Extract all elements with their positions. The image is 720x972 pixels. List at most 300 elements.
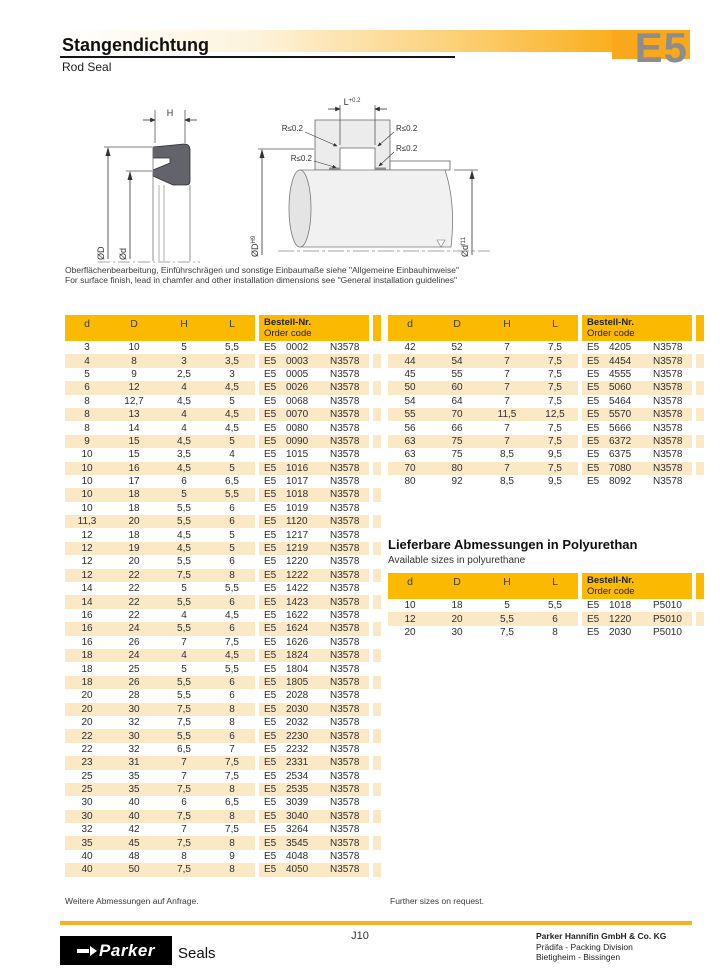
table-row — [388, 354, 704, 367]
dim-cell: 5 — [504, 600, 510, 612]
dim-cell: 5,5 — [177, 730, 191, 742]
order-code-cell: N3578 — [330, 409, 360, 421]
order-code-cell: N3578 — [653, 395, 683, 407]
order-code-cell: 4205 — [609, 342, 632, 354]
order-code-cell: N3578 — [330, 650, 360, 662]
dim-cell: 8 — [84, 409, 90, 421]
order-code-cell: E5 — [264, 797, 277, 809]
table-edge-strip — [696, 315, 704, 341]
table-row — [388, 475, 704, 488]
dim-cell: 54 — [451, 355, 463, 367]
order-code-cell: E5 — [587, 462, 600, 474]
table-row — [65, 582, 381, 595]
dim-cell: 5,5 — [177, 690, 191, 702]
order-code-cell: E5 — [264, 529, 277, 541]
dim-cell: 42 — [128, 824, 140, 836]
dim-cell: 8 — [229, 810, 235, 822]
dim-cell: 12,7 — [124, 395, 144, 407]
table-edge-strip — [373, 823, 381, 836]
dim-cell: 6 — [229, 623, 235, 635]
dim-cell: 30 — [81, 797, 93, 809]
dim-cell: 18 — [81, 663, 93, 675]
dim-cell: 5 — [229, 462, 235, 474]
dim-cell: 10 — [81, 476, 93, 488]
dim-cell: 8,5 — [500, 476, 514, 488]
dim-cell: 7,5 — [548, 382, 562, 394]
order-code-cell: 3040 — [286, 810, 309, 822]
dim-cell: 22 — [128, 610, 140, 621]
order-code-cell: 0070 — [286, 409, 309, 421]
order-code-cell: E5 — [264, 851, 277, 863]
dim-cell: 5 — [229, 435, 235, 447]
dim-cell: 4,5 — [177, 435, 191, 447]
dim-cell: 45 — [128, 837, 140, 849]
table-header — [388, 315, 704, 341]
dim-cell: 92 — [451, 476, 463, 488]
table-row — [65, 770, 381, 783]
dim-cell: 14 — [81, 596, 93, 608]
order-code-cell: E5 — [587, 613, 600, 625]
order-code-cell: N3578 — [330, 851, 360, 863]
radius-label-1: R≤0.2 — [281, 124, 303, 133]
dim-cell: 16 — [81, 610, 93, 621]
dim-cell: 6 — [229, 730, 235, 742]
table-edge-strip — [696, 408, 704, 421]
dim-cell: 7,5 — [177, 784, 191, 796]
col-header-bestell: Bestell-Nr. — [264, 317, 311, 328]
dim-cell: 5 — [84, 368, 90, 380]
dim-cell: 6 — [181, 476, 187, 488]
order-code-cell: 4454 — [609, 355, 632, 367]
poly-section-subtitle: Available sizes in polyurethane — [388, 555, 526, 566]
order-code-cell: E5 — [264, 610, 277, 621]
order-code-cell: E5 — [264, 583, 277, 595]
dim-cell: 4,5 — [225, 650, 239, 662]
order-code-cell: E5 — [587, 476, 600, 488]
table-edge-strip — [373, 810, 381, 823]
order-code-cell: N3578 — [330, 489, 360, 501]
dim-cell: 7 — [504, 355, 510, 367]
order-code-cell: 1019 — [286, 502, 309, 514]
dim-cell: 2,5 — [177, 368, 191, 380]
order-code-cell: N3578 — [330, 395, 360, 407]
order-code-cell: E5 — [264, 516, 277, 528]
dim-cell: 22 — [128, 569, 140, 581]
dim-cell: 18 — [128, 489, 140, 501]
dim-cell: 18 — [128, 529, 140, 541]
installation-diagram — [250, 97, 490, 257]
table-edge-strip — [696, 421, 704, 434]
table-edge-strip — [696, 462, 704, 475]
series-code: E5 — [634, 24, 688, 71]
order-code-cell: N3578 — [330, 717, 360, 729]
svg-text:ØDH9 — [250, 235, 260, 257]
table-row — [65, 823, 381, 836]
order-code-cell: E5 — [264, 596, 277, 608]
svg-text:L+0.2 — [344, 97, 362, 107]
table-header-dims — [388, 573, 578, 599]
table-edge-strip — [696, 368, 704, 381]
order-code-cell: E5 — [587, 368, 600, 380]
order-code-cell: N3578 — [330, 422, 360, 434]
order-code-cell: N3578 — [330, 770, 360, 782]
table-edge-strip — [373, 836, 381, 849]
table-edge-strip — [373, 528, 381, 541]
parker-logo-arrow-icon — [90, 946, 97, 956]
order-code-cell: 1804 — [286, 663, 309, 675]
table-edge-strip — [373, 636, 381, 649]
dim-cell: 30 — [81, 810, 93, 822]
dim-cell: 12 — [81, 556, 93, 568]
table-edge-strip — [373, 662, 381, 675]
dim-cell: 18 — [81, 650, 93, 662]
order-code-cell: N3578 — [653, 382, 683, 394]
dim-label-od-small: Ød — [118, 247, 128, 260]
further-sizes-note-en: Further sizes on request. — [390, 896, 485, 906]
dim-cell: 14 — [128, 422, 140, 434]
dim-cell: 50 — [404, 382, 416, 394]
table-row — [388, 381, 704, 394]
table-edge-strip — [373, 716, 381, 729]
order-code-cell: 2030 — [609, 626, 632, 638]
size-table-left — [65, 315, 381, 877]
col-header-H: H — [180, 318, 188, 330]
table-edge-strip — [373, 703, 381, 716]
col-header-bestell: Bestell-Nr. — [587, 575, 634, 586]
order-code-cell: 1219 — [286, 543, 309, 555]
dim-cell: 8 — [229, 717, 235, 729]
dim-cell: 4,5 — [225, 409, 239, 421]
dim-cell: 4 — [229, 449, 235, 461]
table-edge-strip — [373, 743, 381, 756]
order-code-cell: N3578 — [330, 368, 360, 380]
dim-cell: 70 — [451, 409, 463, 421]
order-code-cell: N3578 — [330, 355, 360, 367]
table-row — [388, 395, 704, 408]
order-code-cell: 0003 — [286, 355, 309, 367]
dim-cell: 24 — [128, 623, 140, 635]
dim-cell: 4,5 — [225, 610, 239, 621]
table-edge-strip — [696, 435, 704, 448]
dim-cell: 8,5 — [500, 449, 514, 461]
col-header-D: D — [453, 576, 461, 588]
col-header-d: d — [407, 576, 413, 588]
dim-label-bore-tol: H9 — [251, 235, 257, 244]
table-edge-strip — [373, 341, 381, 354]
dim-cell: 75 — [451, 449, 463, 461]
rod-shape — [300, 170, 453, 247]
table-edge-strip — [696, 341, 704, 354]
col-header-ordercode: Order code — [587, 586, 635, 597]
order-code-cell: 0005 — [286, 368, 309, 380]
table-row — [65, 408, 381, 421]
order-code-cell: E5 — [264, 382, 277, 394]
order-code-cell: E5 — [264, 543, 277, 555]
parker-logo-bar — [77, 949, 89, 953]
order-code-cell: E5 — [264, 810, 277, 822]
dim-cell: 8 — [229, 784, 235, 796]
order-code-cell: N3578 — [653, 355, 683, 367]
dim-cell: 6 — [552, 613, 558, 625]
order-code-cell: E5 — [264, 717, 277, 729]
table-row — [65, 609, 381, 622]
table-edge-strip — [696, 354, 704, 367]
dim-cell: 5 — [181, 583, 187, 595]
dim-cell: 5 — [181, 663, 187, 675]
table-row — [65, 622, 381, 635]
dim-label-rod: Ød — [460, 244, 470, 257]
dim-cell: 11,5 — [497, 409, 517, 421]
order-code-cell: N3578 — [330, 837, 360, 849]
dim-cell: 4,5 — [177, 543, 191, 555]
table-edge-strip — [373, 609, 381, 622]
dim-cell: 7 — [181, 824, 187, 836]
table-row — [65, 435, 381, 448]
order-code-cell: E5 — [264, 355, 277, 367]
order-code-cell: E5 — [264, 489, 277, 501]
company-city: Bietigheim - Bissingen — [536, 952, 621, 962]
order-code-cell: E5 — [264, 824, 277, 836]
table-row — [65, 341, 381, 354]
table-edge-strip — [373, 582, 381, 595]
dim-cell: 30 — [128, 703, 140, 715]
order-code-cell: 1120 — [286, 516, 308, 528]
table-row — [65, 569, 381, 582]
table-row — [65, 636, 381, 649]
dim-cell: 26 — [128, 636, 140, 648]
order-code-cell: 1805 — [286, 676, 309, 688]
table-body — [65, 341, 381, 877]
dim-cell: 20 — [128, 556, 140, 568]
dim-cell: 44 — [404, 355, 416, 367]
dim-cell: 25 — [81, 784, 93, 796]
dim-cell: 22 — [128, 583, 140, 595]
order-code-cell: E5 — [264, 636, 277, 648]
table-row — [65, 395, 381, 408]
radius-label-2: R≤0.2 — [396, 124, 418, 133]
order-code-cell: 0080 — [286, 422, 309, 434]
order-code-cell: N3578 — [330, 743, 360, 755]
seal-profile-shape — [153, 144, 190, 185]
col-header-order — [582, 573, 692, 599]
table-row — [65, 850, 381, 863]
order-code-cell: E5 — [264, 569, 277, 581]
dim-cell: 5,5 — [177, 676, 191, 688]
dim-cell: 12 — [404, 613, 416, 625]
order-code-cell: N3578 — [330, 730, 360, 742]
dim-cell: 12 — [81, 569, 93, 581]
radius-label-4: R≤0.2 — [290, 154, 312, 163]
table-header — [65, 315, 381, 341]
table-row — [65, 649, 381, 662]
table-edge-strip — [373, 368, 381, 381]
dim-cell: 5,5 — [225, 489, 239, 501]
dim-cell: 80 — [404, 476, 416, 488]
dim-cell: 25 — [81, 770, 93, 782]
dim-cell: 7,5 — [548, 435, 562, 447]
table-edge-strip — [373, 354, 381, 367]
dim-cell: 10 — [404, 600, 416, 612]
dim-cell: 5,5 — [225, 342, 239, 354]
table-row — [65, 502, 381, 515]
dim-cell: 7,5 — [177, 703, 191, 715]
dim-cell: 30 — [451, 626, 463, 638]
dim-cell: 6 — [181, 797, 187, 809]
dim-cell: 60 — [451, 382, 463, 394]
order-code-cell: E5 — [587, 626, 600, 638]
dim-cell: 20 — [451, 613, 463, 625]
order-code-cell: N3578 — [330, 797, 360, 809]
order-code-cell: 2535 — [286, 784, 309, 796]
dim-cell: 6 — [229, 676, 235, 688]
table-row — [65, 475, 381, 488]
table-edge-strip — [373, 622, 381, 635]
table-edge-strip — [373, 421, 381, 434]
table-row — [388, 612, 704, 625]
table-row — [65, 716, 381, 729]
order-code-cell: E5 — [587, 342, 600, 354]
order-code-cell: E5 — [264, 784, 277, 796]
table-header-dims — [65, 315, 255, 341]
radius-label-3: R≤0.2 — [396, 144, 418, 153]
installation-note-en: For surface finish, lead in chamfer and other installation dimensions see "General installation guidelines" — [65, 274, 458, 285]
order-code-cell: 2030 — [286, 703, 309, 715]
order-code-cell: 5464 — [609, 395, 632, 407]
col-header-D: D — [453, 318, 461, 330]
table-edge-strip — [373, 689, 381, 702]
dim-cell: 18 — [451, 600, 463, 612]
order-code-cell: N3578 — [330, 382, 360, 394]
dim-cell: 7 — [181, 636, 187, 648]
table-row — [65, 595, 381, 608]
table-edge-strip — [373, 850, 381, 863]
order-code-cell: N3578 — [653, 409, 683, 421]
order-code-cell: 0002 — [286, 342, 309, 354]
order-code-cell: E5 — [587, 449, 600, 461]
dim-cell: 32 — [81, 824, 93, 836]
order-code-cell: 3264 — [286, 824, 309, 836]
dim-cell: 7 — [504, 422, 510, 434]
order-code-cell: N3578 — [330, 569, 360, 581]
dim-cell: 32 — [128, 743, 140, 755]
dim-cell: 8 — [552, 626, 558, 638]
dim-cell: 13 — [128, 409, 140, 421]
order-code-cell: 1217 — [286, 529, 309, 541]
dim-cell: 7 — [504, 395, 510, 407]
dim-cell: 7,5 — [225, 757, 239, 769]
dim-cell: 5 — [229, 529, 235, 541]
dim-cell: 6,5 — [225, 797, 239, 809]
dim-cell: 4,5 — [177, 462, 191, 474]
dim-cell: 4,5 — [177, 529, 191, 541]
parker-logo-text: Parker — [99, 940, 155, 960]
dim-cell: 5 — [181, 342, 187, 354]
dim-cell: 8 — [229, 703, 235, 715]
dim-cell: 5,5 — [177, 556, 191, 568]
order-code-cell: 1824 — [286, 650, 309, 662]
order-code-cell: N3578 — [653, 462, 683, 474]
dim-cell: 7 — [181, 757, 187, 769]
table-row — [65, 542, 381, 555]
dim-cell: 7,5 — [177, 810, 191, 822]
order-code-cell: E5 — [264, 435, 277, 447]
table-edge-strip — [373, 448, 381, 461]
dim-cell: 20 — [81, 717, 93, 729]
page-number: J10 — [351, 930, 369, 942]
order-code-cell: 5060 — [609, 382, 632, 394]
dim-cell: 5,5 — [548, 600, 562, 612]
dim-cell: 23 — [81, 757, 93, 769]
table-edge-strip — [696, 395, 704, 408]
dim-cell: 52 — [451, 342, 463, 354]
dim-cell: 7,5 — [548, 342, 562, 354]
order-code-cell: E5 — [264, 342, 277, 354]
order-code-cell: E5 — [264, 703, 277, 715]
dim-cell: 4 — [84, 355, 90, 367]
table-edge-strip — [373, 863, 381, 876]
dim-cell: 12 — [81, 529, 93, 541]
dim-label-l-tol: +0.2 — [348, 98, 361, 104]
table-row — [65, 863, 381, 876]
order-code-cell: E5 — [264, 743, 277, 755]
further-sizes-note-de: Weitere Abmessungen auf Anfrage. — [65, 896, 199, 906]
order-code-cell: E5 — [264, 663, 277, 675]
dim-cell: 35 — [128, 784, 140, 796]
dim-cell: 7 — [504, 342, 510, 354]
dim-cell: 40 — [81, 851, 93, 863]
dim-cell: 70 — [404, 462, 416, 474]
order-code-cell: 1015 — [286, 449, 309, 461]
dim-cell: 7 — [504, 435, 510, 447]
dim-cell: 45 — [404, 368, 416, 380]
order-code-cell: 4050 — [286, 864, 309, 876]
dim-cell: 20 — [81, 690, 93, 702]
dim-cell: 4,5 — [225, 382, 239, 394]
table-edge-strip — [373, 515, 381, 528]
table-edge-strip — [373, 783, 381, 796]
table-edge-strip — [373, 395, 381, 408]
svg-text:Ødf11 — [460, 236, 470, 257]
table-edge-strip — [373, 595, 381, 608]
dim-cell: 5 — [181, 489, 187, 501]
table-row — [65, 729, 381, 742]
dim-cell: 7,5 — [548, 462, 562, 474]
dim-cell: 35 — [128, 770, 140, 782]
col-header-d: d — [407, 318, 413, 330]
dim-cell: 15 — [128, 449, 140, 461]
dim-cell: 7,5 — [548, 368, 562, 380]
dim-cell: 80 — [451, 462, 463, 474]
table-edge-strip — [373, 542, 381, 555]
table-row — [388, 462, 704, 475]
dim-cell: 14 — [81, 583, 93, 595]
dim-cell: 3,5 — [225, 355, 239, 367]
dim-cell: 50 — [128, 864, 140, 876]
order-code-cell: N3578 — [330, 864, 360, 876]
dim-cell: 6,5 — [177, 743, 191, 755]
company-division: Prädifa - Packing Division — [536, 941, 633, 952]
dim-cell: 3 — [181, 355, 187, 367]
dim-cell: 6 — [229, 556, 235, 568]
table-header — [388, 573, 704, 599]
table-row — [65, 354, 381, 367]
order-code-cell: E5 — [264, 676, 277, 688]
dim-cell: 12 — [128, 382, 140, 394]
table-edge-strip — [373, 488, 381, 501]
order-code-cell: N3578 — [330, 449, 360, 461]
dim-cell: 5 — [229, 395, 235, 407]
order-code-cell: 1423 — [286, 596, 309, 608]
